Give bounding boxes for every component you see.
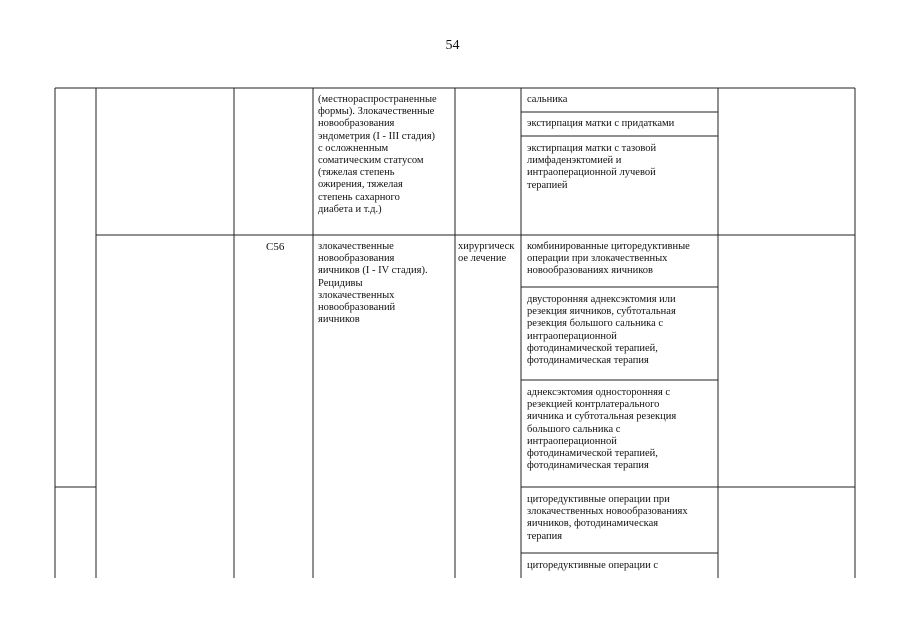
method-item: аднексэктомия односторонняя с резекцией контрлатерального яичника и субтотальная резекция большого сальника с интраоперационной фотодинамической терапией, фотодинамическая терапия <box>527 387 677 472</box>
diagnosis-cell-ovaries: злокачественные новообразования яичников (I - IV стадия). Рецидивы злокачественных новообразований яичников <box>318 241 428 326</box>
method-item: циторедуктивные операции с <box>527 560 658 571</box>
method-item: комбинированные циторедуктивные операции при злокачественных новообразованиях яичников <box>527 241 690 277</box>
method-item: экстирпация матки с придатками <box>527 118 675 129</box>
method-item: циторедуктивные операции при злокачественных новообразованиях яичников, фотодинамическая терапия <box>527 494 688 542</box>
method-item: двусторонняя аднексэктомия или резекция яичников, субтотальная резекция большого сальника с интраоперационной фотодинамической терапией, фотодинамическая терапия <box>527 294 676 367</box>
method-item: сальника <box>527 94 568 105</box>
treatment-type: хирургическ ое лечение <box>458 241 515 265</box>
diagnosis-code: C56 <box>266 241 285 253</box>
method-item: экстирпация матки с тазовой лимфаденэктомией и интраоперационной лучевой терапией <box>527 143 657 191</box>
diagnosis-cell-endometrium: (местнораспространенные формы). Злокачественные новообразования эндометрия (I - III стадия) с осложненным соматическим статусом (тяжелая степень ожирения, тяжелая степень сахарного диабета и т.д.) <box>318 94 437 215</box>
page-number: 54 <box>445 38 460 53</box>
